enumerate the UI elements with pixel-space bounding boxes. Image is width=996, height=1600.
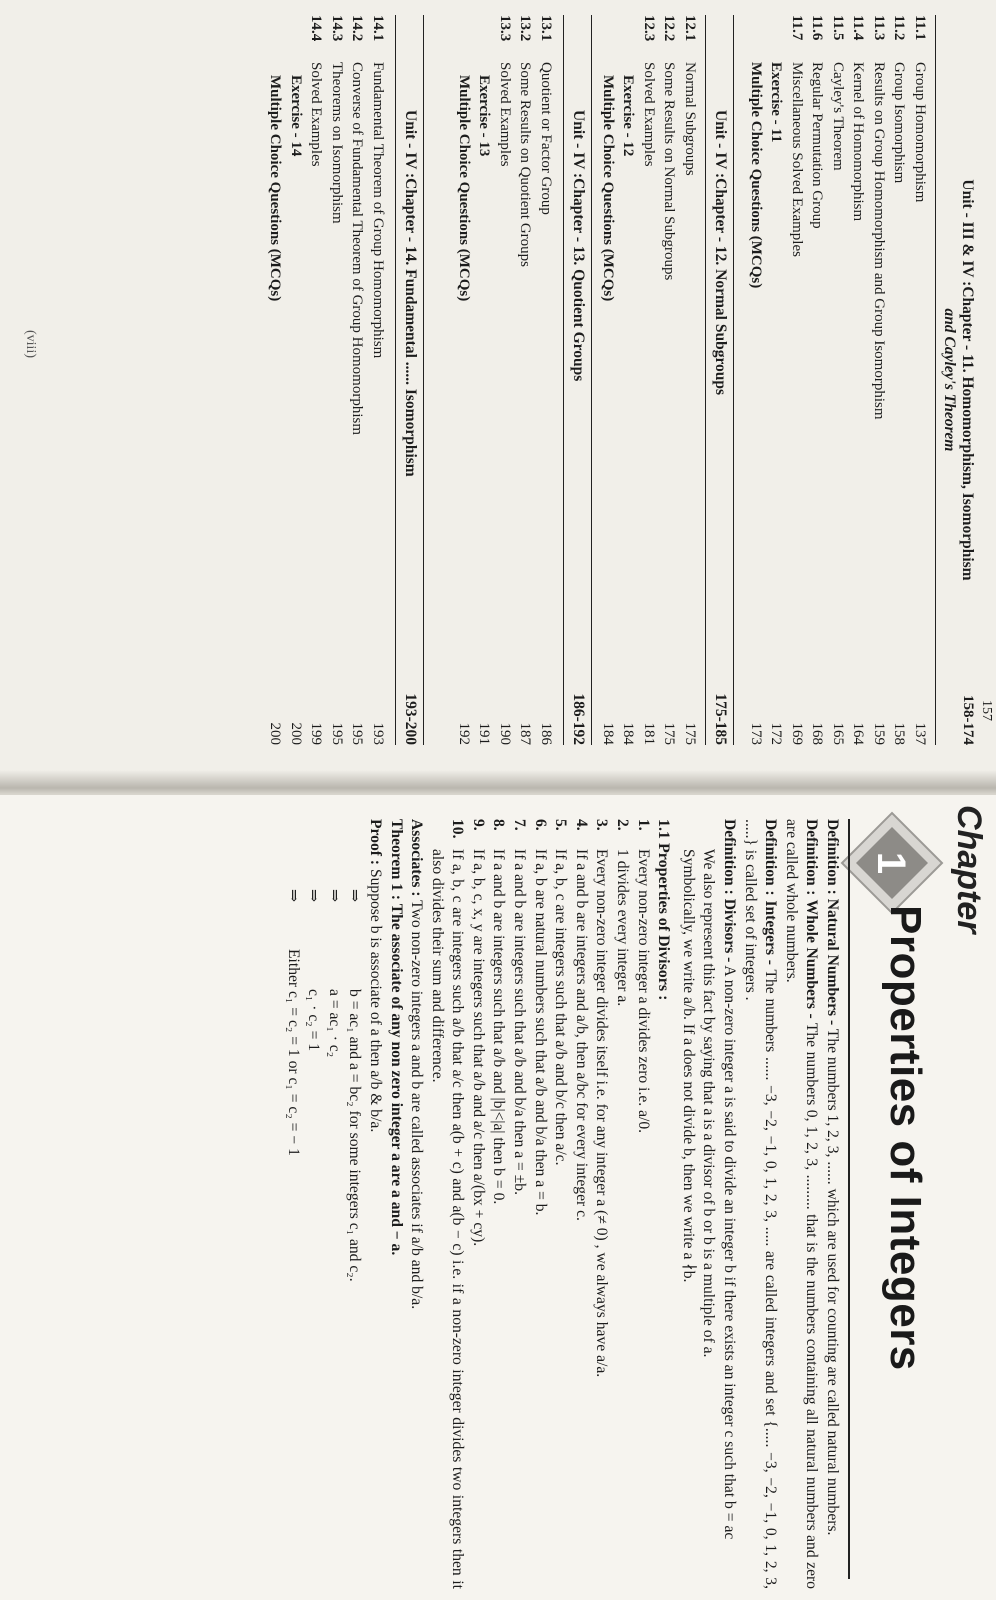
toc-row[interactable]: 14.4 Solved Examples 199: [308, 15, 325, 745]
toc-row[interactable]: 14.2 Converse of Fundamental Theorem of Group Homomorphism 195: [349, 15, 366, 745]
list-item: 10. If a, b, c are integers such a/b that a/c then a(b + c) and a(b − c) i.e. if a non-zero integer divides two integers then it also divides their sum and difference.: [428, 819, 467, 1589]
list-item: 5. If a, b, c are integers such that a/b and b/c then a/c.: [552, 819, 570, 1166]
toc-row-mcq[interactable]: Multiple Choice Questions (MCQs) 200: [267, 75, 284, 745]
toc-row[interactable]: 11.5 Cayley's Theorem 165: [830, 15, 846, 745]
toc-row-exercise[interactable]: Exercise - 14 200: [288, 75, 304, 745]
unit3-heading: [940, 60, 976, 700]
toc-row-mcq[interactable]: Multiple Choice Questions (MCQs) 184: [600, 75, 616, 745]
toc-row[interactable]: 13.2 Some Results on Quotient Groups 187: [517, 15, 534, 745]
divider: [591, 15, 592, 745]
list-item: 8. If a and b are integers such that a/b and |b|<|a| then b = 0.: [490, 819, 508, 1205]
toc-row[interactable]: 12.2 Some Results on Normal Subgroups 175: [661, 15, 678, 745]
definition-whole: Definition : Whole Numbers - The numbers 0, 1, 2, 3, ......... that is the numbers containing all natural numbers and zero are called whole numbers.: [782, 819, 821, 1589]
chapter-body: [282, 819, 842, 1589]
chapter13-list: [454, 15, 557, 745]
toc-row[interactable]: 11.4 Kernel of Homomorphism 164: [850, 15, 867, 745]
list-item: 6. If a, b are natural numbers such that a/b and b/a then a = b.: [531, 819, 549, 1216]
toc-row[interactable]: 13.1 Quotient or Factor Group 186: [538, 15, 554, 745]
associates-definition: Associates : Two non-zero integers a and b are called associates if a/b and b/a.: [408, 819, 426, 1310]
proof-step: ⇒a = ac₁ · c₂: [325, 889, 343, 1058]
toc-row-mcq[interactable]: Multiple Choice Questions (MCQs) 173: [748, 62, 764, 745]
chapter-label: Chapter: [950, 805, 988, 934]
chapter14-heading[interactable]: Unit - IV :Chapter - 14. Fundamental ...... Isomorphism 193-200: [402, 110, 419, 745]
toc-row[interactable]: 12.3 Solved Examples 181: [641, 15, 657, 745]
proof-step: ⇒c₁ · c₂ = 1: [305, 889, 323, 1052]
symbolic-remark: Symbolically, we write a/b. If a does not divide b, then we write a ∤b.: [679, 849, 697, 1283]
chapter14-list: [265, 15, 388, 745]
toc-row[interactable]: 11.2 Group Isomorphism 158: [891, 15, 908, 745]
page-number: (viii): [23, 330, 38, 358]
toc-row[interactable]: 11.3 Results on Group Homomorphism and Group Isomorphism 159: [871, 15, 887, 745]
divider: [395, 15, 396, 745]
unit3-heading-line1: Unit - III & IV :Chapter - 11. Homomorphism, Isomorphism: [959, 179, 976, 581]
toc-row[interactable]: 14.1 Fundamental Theorem of Group Homomorphism 193: [370, 15, 386, 745]
chapter12-heading-row: [708, 15, 732, 745]
toc-row-mcq[interactable]: Multiple Choice Questions (MCQs) 192: [456, 75, 472, 745]
top-page-number: 157: [979, 700, 994, 721]
divider: [563, 15, 564, 745]
title-underline: [848, 819, 850, 1579]
section-heading: 1.1 Properties of Divisors :: [655, 819, 673, 1001]
divider: [733, 15, 734, 745]
toc-row-exercise[interactable]: Exercise - 11 172: [768, 62, 785, 745]
proof-step: ⇒Either c₁ = c₂ = 1 or c₁ = c₂ = − 1: [284, 889, 302, 1156]
toc-row[interactable]: 12.1 Normal Subgroups 175: [682, 15, 698, 745]
list-item: 4. If a and b are integers and a/b, then a/bc for every integer c.: [572, 819, 590, 1221]
toc-row[interactable]: 11.1 Group Homomorphism 137: [912, 15, 928, 745]
chapter12-heading[interactable]: Unit - IV :Chapter - 12. Normal Subgroups 175-185: [712, 110, 729, 745]
toc-row-exercise[interactable]: Exercise - 12 184: [620, 75, 637, 745]
unit3-page-range: 158-174: [960, 695, 976, 745]
toc-row[interactable]: 11.7 Miscellaneous Solved Examples 169: [789, 15, 805, 745]
list-item: 1. Every non-zero integer a divides zero i.e. a/0.: [634, 819, 652, 1134]
chapter-title: Properties of Integers: [881, 905, 930, 1371]
chapter-page: [0, 795, 996, 1600]
divider: [423, 15, 424, 745]
proof: Proof : Suppose b is associate of a then a/b & b/a.: [366, 819, 384, 1133]
toc-row[interactable]: 14.3 Theorems on Isomorphism 195: [329, 15, 345, 745]
chapter13-heading-row: [566, 15, 590, 745]
list-item: 3. Every non-zero integer divides itself i.e. for any integer a (≠ 0) , we always have a/a.: [593, 819, 611, 1378]
toc-row[interactable]: 11.6 Regular Permutation Group 168: [809, 15, 826, 745]
chapter-number-badge: [840, 811, 944, 915]
chapter14-heading-row: [398, 15, 422, 745]
properties-list: [426, 819, 653, 1589]
list-item: 2. 1 divides every integer a.: [614, 819, 632, 1007]
chapter12-list: [598, 15, 701, 745]
definition-divisors: Definition : Divisors - A non-zero integer a is said to divide an integer b if there exists an integer c such that b = ac: [721, 819, 739, 1540]
theorem-1: Theorem 1 : The associate of any non zero integer a are a and − a.: [387, 819, 405, 1256]
divider: [935, 15, 936, 745]
divisor-remark: We also represent this fact by saying that a is a divisor of b or b is a multiple of a.: [700, 849, 718, 1358]
unit3-heading-line2: and Cayley's Theorem: [941, 308, 958, 452]
proof-step: ⇒b = ac₁ and a = bc₂ for some integers c₁ and c₂.: [346, 889, 364, 1282]
toc-row[interactable]: 13.3 Solved Examples 190: [497, 15, 513, 745]
list-item: 9. If a, b, c, x, y are integers such that a/b and a/c then a/(bx + cy).: [469, 819, 487, 1247]
definition-integers: Definition : Integers - The numbers ...... −3, −2, −1, 0, 1, 2, 3, ..... are called integers and set {..... −3, −2, −1, 0, 1, 2, 3, .....} is called set of integers .: [741, 819, 780, 1589]
list-item: 7. If a and b are integers such that a/b and b/a then a = ±b.: [511, 819, 529, 1195]
chapter-number: 1: [869, 851, 913, 875]
toc-row-exercise[interactable]: Exercise - 13 191: [476, 75, 493, 745]
contents-page: [0, 0, 996, 785]
chapter11-list: [746, 15, 931, 745]
divider: [705, 15, 706, 745]
definition-natural: Definition : Natural Numbers - The numbers 1, 2, 3, ...... which are used for counting are called natural numbers.: [824, 819, 841, 1536]
chapter13-heading[interactable]: Unit - IV :Chapter - 13. Quotient Groups 186-192: [570, 110, 587, 745]
